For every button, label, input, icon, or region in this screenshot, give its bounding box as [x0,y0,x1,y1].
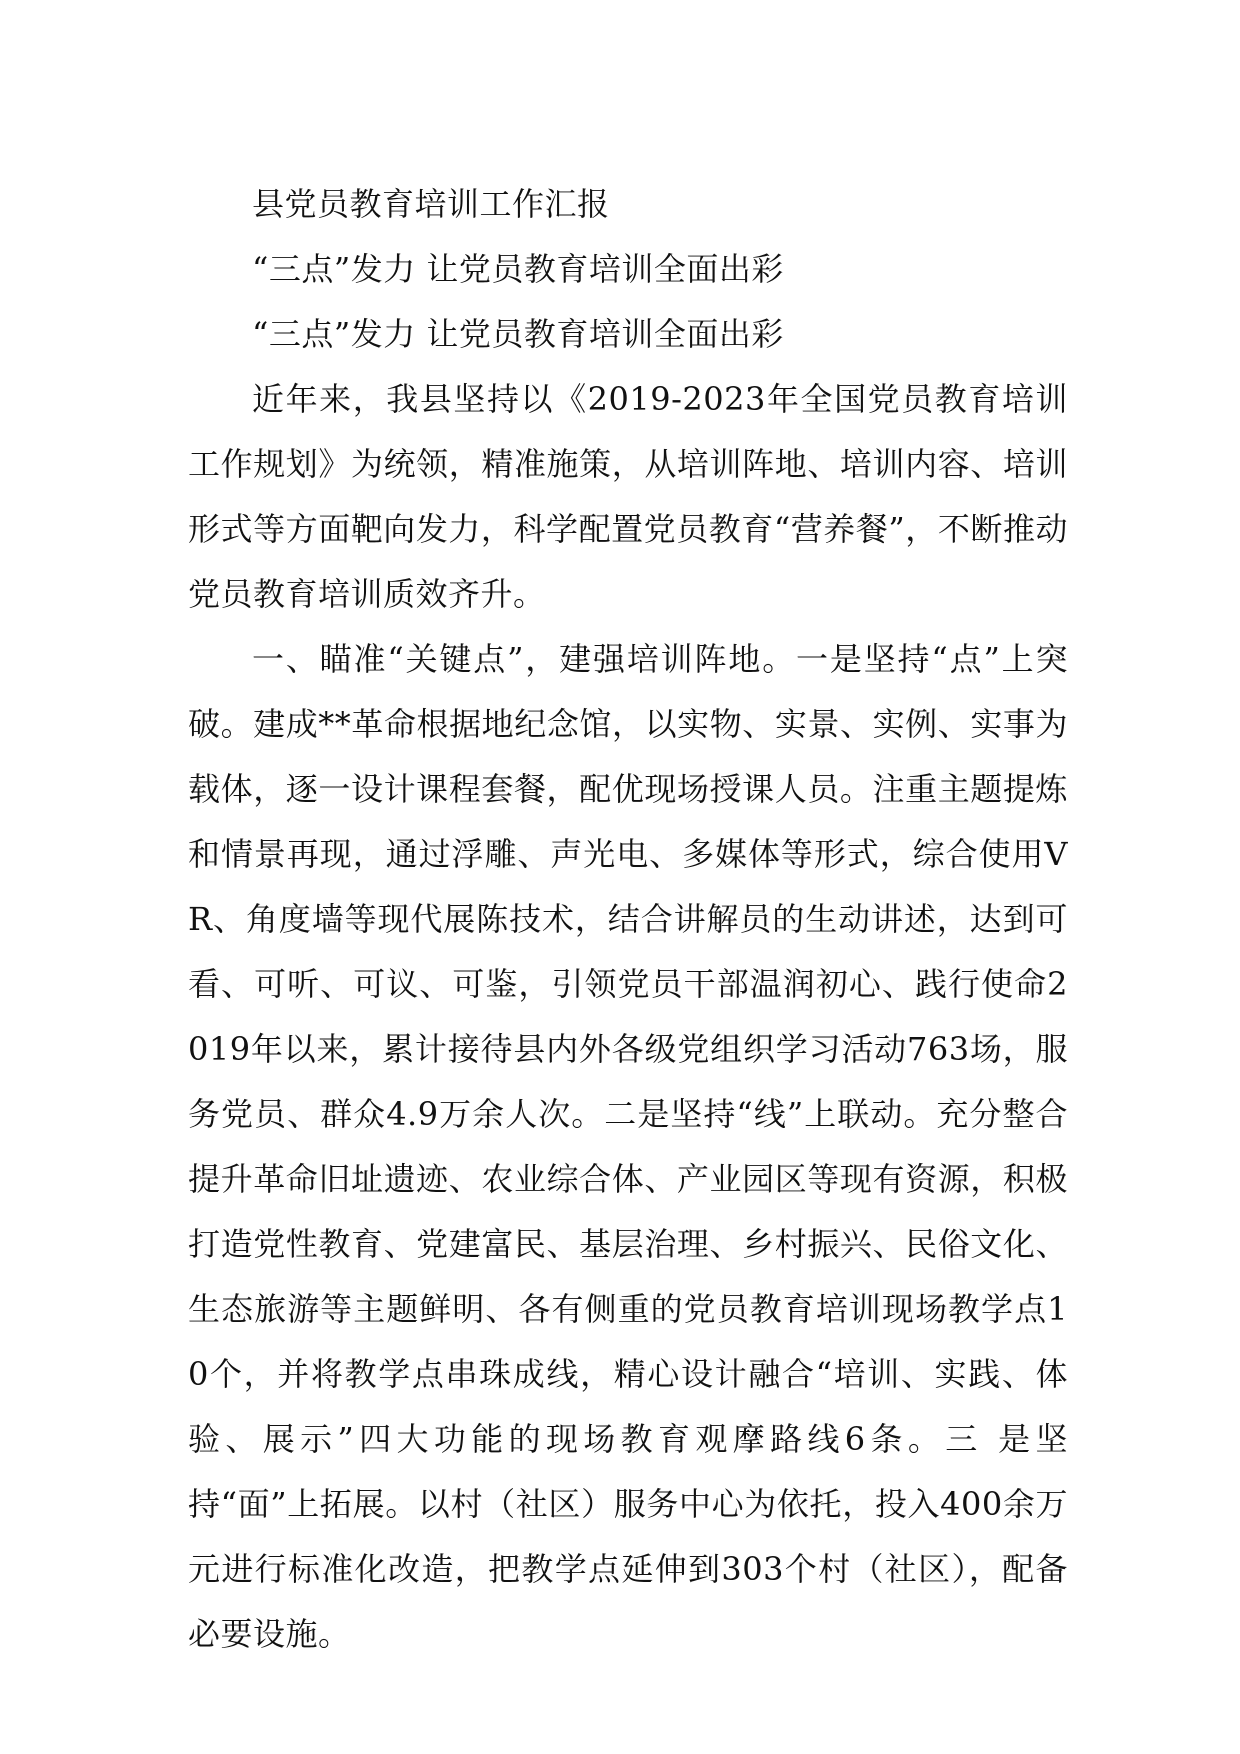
document-title: 县党员教育培训工作汇报 [252,185,610,223]
document-subtitle: “三点”发力 让党员教育培训全面出彩 [252,250,784,288]
section-one-paragraph: 一、瞄准“关键点”，建强培训阵地。一是坚持“点”上突破。建成**革命根据地纪念馆，以实物、实景、实例、实事为载体，逐一设计课程套餐，配优现场授课人员。注重主题提炼和情景再现，通过浮雕、声光电、多媒体等形式，综合使用VR、角度墙等现代展陈技术，结合讲解员的生动讲述，达到可看、可听、可议、可鉴，引领党员干部温润初心、践行使命2019年以来，累计接待县内外各级党组织学习活动763场，服务党员、群众4.9万余人次。二是坚持“线”上联动。充分整合提升革命旧址遗迹、农业综合体、产业园区等现有资源，积极打造党性教育、党建富民、基层治理、乡村振兴、民俗文化、生态旅游等主题鲜明、各有侧重的党员教育培训现场教学点10个，并将教学点串珠成线，精心设计融合“培训、实践、体验、展示”四大功能的现场教育观摩路线6条。三 是坚持“面”上拓展。以村（社区）服务中心为依托，投入400余万元进行标准化改造，把教学点延伸到303个村（社区），配备必要设施。 [188,640,1068,1653]
document-subtitle-repeat: “三点”发力 让党员教育培训全面出彩 [252,315,784,353]
intro-paragraph: 近年来，我县坚持以《2019-2023年全国党员教育培训工作规划》为统领，精准施策，从培训阵地、培训内容、培训形式等方面靶向发力，科学配置党员教育“营养餐”，不断推动党员教育培训质效齐升。 [188,380,1068,613]
document-body [188,172,1068,1667]
